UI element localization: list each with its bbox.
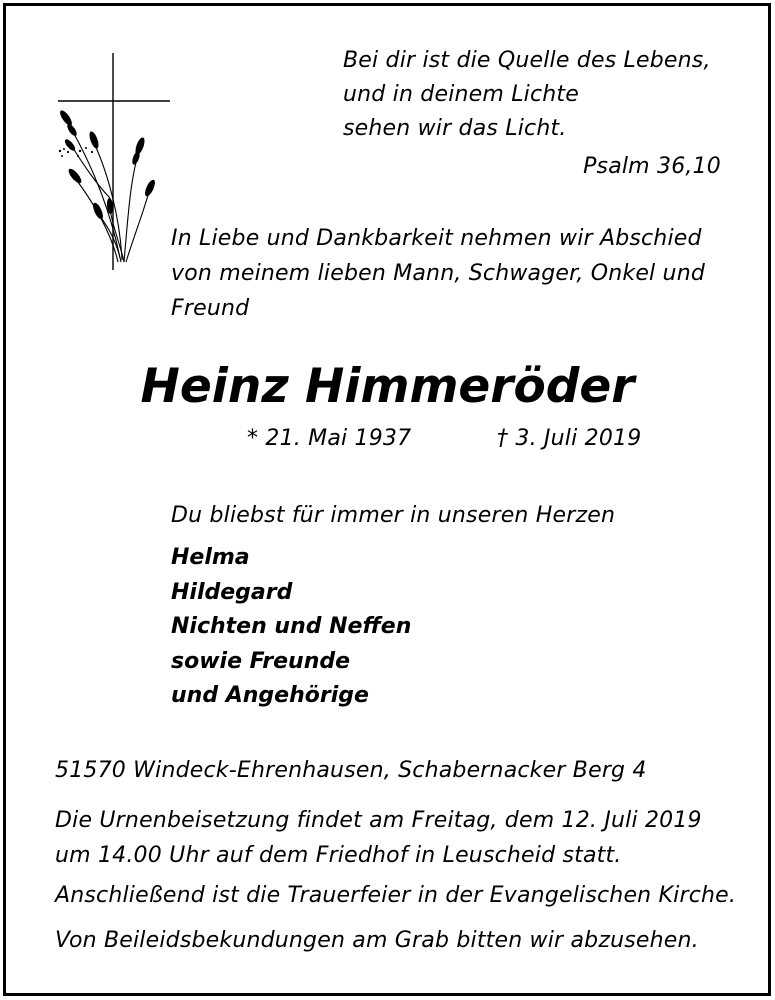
death-date: † 3. Juli 2019 (497, 426, 642, 451)
intro-line: von meinem lieben Mann, Schwager, Onkel und (171, 261, 706, 286)
funeral-info (55, 804, 702, 874)
verse-reference: Psalm 36,10 (583, 154, 721, 179)
intro-text (171, 222, 705, 327)
verse-line: sehen wir das Licht. (343, 116, 567, 141)
mourner: und Angehörige (171, 683, 369, 708)
birth-date: * 21. Mai 1937 (247, 426, 412, 451)
mourner: Nichten und Neffen (171, 614, 412, 639)
mourner: Hildegard (171, 579, 293, 605)
deceased-name: Heinz Himmeröder (140, 359, 635, 414)
intro-line: In Liebe und Dankbarkeit nehmen wir Abschied (171, 226, 702, 251)
verse-line: und in deinem Lichte (343, 82, 579, 107)
verse-line: Bei dir ist die Quelle des Lebens, (343, 48, 711, 73)
mourner: sowie Freunde (171, 648, 351, 674)
condolence-request: Von Beileidsbekundungen am Grab bitten wir abzusehen. (55, 928, 699, 953)
funeral-line: um 14.00 Uhr auf dem Friedhof in Leuscheid statt. (55, 843, 622, 868)
cross-with-wheat-icon (50, 48, 175, 273)
service-info: Anschließend ist die Trauerfeier in der Evangelischen Kirche. (55, 883, 737, 908)
motto: Du bliebst für immer in unseren Herzen (171, 503, 616, 528)
mourner: Helma (171, 545, 250, 570)
bible-verse (343, 44, 711, 146)
mourners-list (171, 541, 411, 714)
funeral-line: Die Urnenbeisetzung findet am Freitag, dem 12. Juli 2019 (55, 808, 702, 833)
address: 51570 Windeck-Ehrenhausen, Schabernacker Berg 4 (55, 758, 647, 783)
intro-line: Freund (171, 296, 250, 321)
